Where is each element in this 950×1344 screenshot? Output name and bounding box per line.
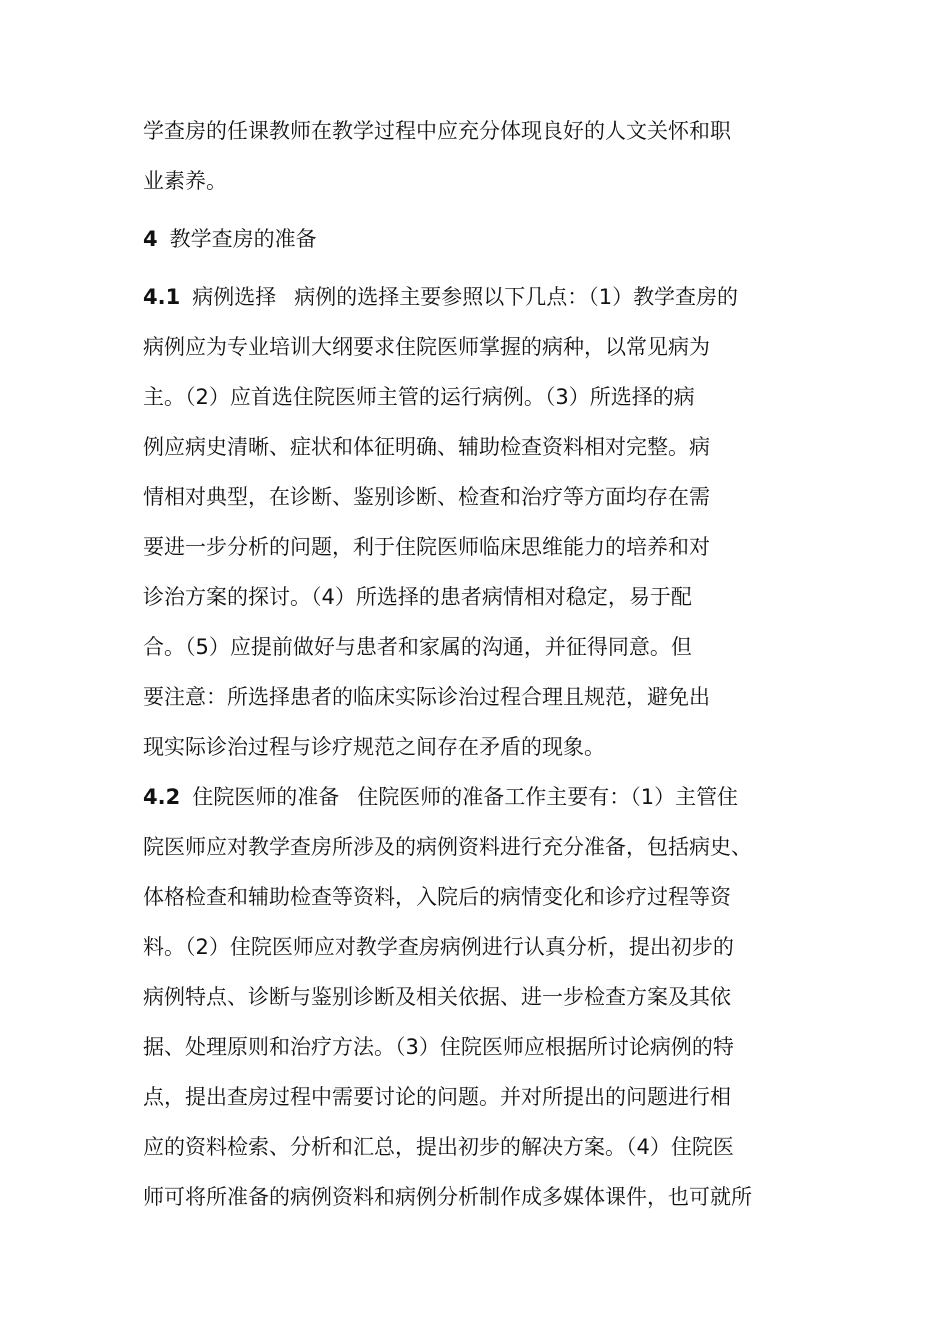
paragraph-line: 病例特点、诊断与鉴别诊断及相关依据、进一步检查方案及其依	[143, 985, 731, 1009]
document-page	[143, 106, 811, 1222]
paragraph-line: 要注意：所选择患者的临床实际诊治过程合理且规范，避免出	[143, 685, 710, 709]
paragraph-line: 应的资料检索、分析和汇总，提出初步的解决方案。（4）住院医	[143, 1135, 734, 1159]
paragraph-line: 业素养。	[143, 169, 227, 193]
section-4-2-first-line	[143, 772, 811, 822]
paragraph-text: 住院医师的准备工作主要有：（1）主管住	[357, 785, 739, 809]
section-number: 4.2	[143, 785, 181, 809]
paragraph-line: 合。（5）应提前做好与患者和家属的沟通，并征得同意。但	[143, 635, 692, 659]
paragraph-line: 情相对典型，在诊断、鉴别诊断、检查和治疗等方面均存在需	[143, 485, 710, 509]
section-4-heading	[143, 214, 811, 264]
paragraph-line: 病例应为专业培训大纲要求住院医师掌握的病种，以常见病为	[143, 335, 710, 359]
section-4-1-first-line	[143, 272, 811, 322]
paragraph-line: 院医师应对教学查房所涉及的病例资料进行充分准备，包括病史、	[143, 835, 752, 859]
paragraph-line: 师可将所准备的病例资料和病例分析制作成多媒体课件，也可就所	[143, 1185, 752, 1209]
paragraph-line: 据、处理原则和治疗方法。（3）住院医师应根据所讨论病例的特	[143, 1035, 734, 1059]
paragraph-line: 点，提出查房过程中需要讨论的问题。并对所提出的问题进行相	[143, 1085, 731, 1109]
paragraph-line: 要进一步分析的问题，利于住院医师临床思维能力的培养和对	[143, 535, 710, 559]
paragraph-line: 体格检查和辅助检查等资料，入院后的病情变化和诊疗过程等资	[143, 885, 731, 909]
paragraph-line: 现实际诊治过程与诊疗规范之间存在矛盾的现象。	[143, 735, 605, 759]
paragraph-line: 学查房的任课教师在教学过程中应充分体现良好的人文关怀和职	[143, 119, 731, 143]
paragraph-line: 例应病史清晰、症状和体征明确、辅助检查资料相对完整。病	[143, 435, 710, 459]
section-title: 教学查房的准备	[169, 227, 317, 251]
section-number: 4.1	[143, 285, 181, 309]
paragraph-line: 料。（2）住院医师应对教学查房病例进行认真分析，提出初步的	[143, 935, 734, 959]
section-title: 病例选择	[192, 285, 277, 309]
paragraph-line: 诊治方案的探讨。（4）所选择的患者病情相对稳定，易于配	[143, 585, 692, 609]
paragraph-text: 病例的选择主要参照以下几点：（1）教学查房的	[294, 285, 739, 309]
section-number: 4	[143, 227, 158, 251]
paragraph-line: 主。（2）应首选住院医师主管的运行病例。（3）所选择的病	[143, 385, 695, 409]
section-title: 住院医师的准备	[192, 785, 340, 809]
